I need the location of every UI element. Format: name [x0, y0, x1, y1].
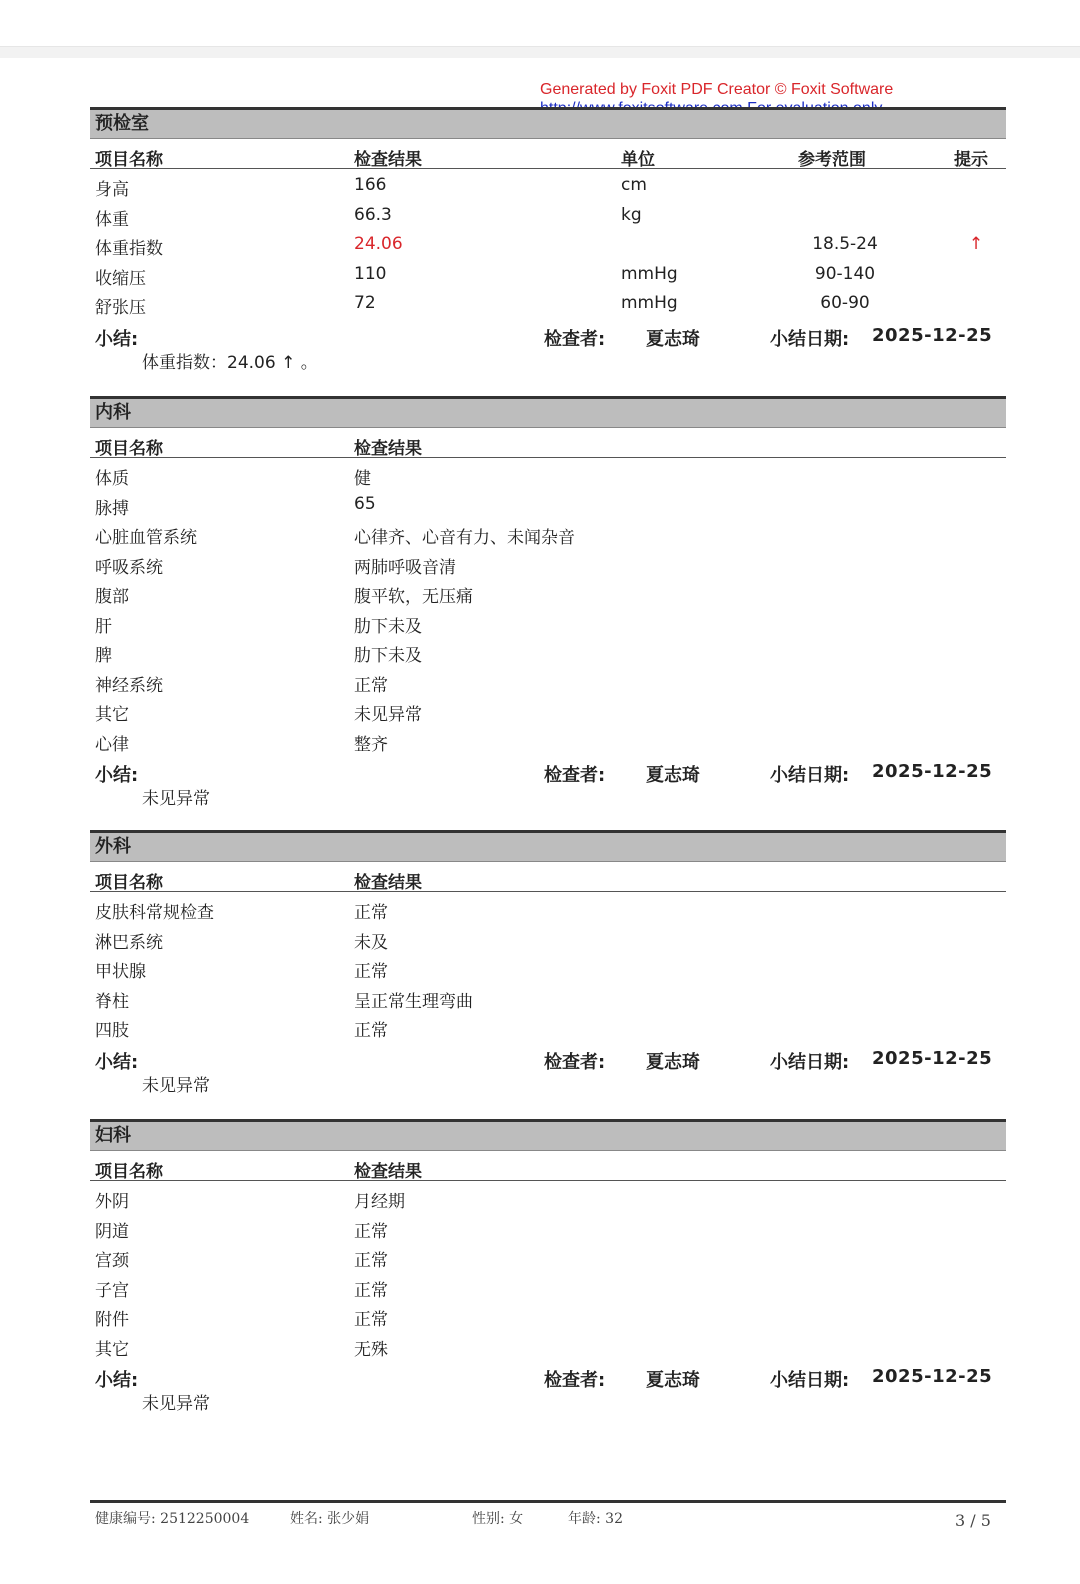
table-row — [90, 576, 1006, 606]
item-result: 65 — [354, 493, 376, 514]
up-arrow-icon: ↑ — [968, 234, 984, 254]
item-result: 正常 — [354, 1221, 388, 1242]
table-header — [90, 1151, 1006, 1181]
table-header — [90, 428, 1006, 458]
summary-date: 2025-12-25 — [872, 324, 993, 346]
item-result: 健 — [354, 469, 371, 489]
item-unit: mmHg — [621, 293, 678, 313]
item-range: 90-140 — [814, 263, 876, 284]
item-name: 体重 — [95, 209, 129, 230]
item-name: 宫颈 — [95, 1251, 129, 1271]
item-name: 腹部 — [95, 587, 129, 607]
footer-gender: 性别: 女 — [472, 1511, 524, 1527]
section-title: 外科 — [90, 830, 1006, 862]
inspector-label: 检查者: — [544, 1051, 606, 1073]
item-name: 甲状腺 — [95, 962, 146, 982]
section-title: 妇科 — [90, 1119, 1006, 1151]
item-result: 呈正常生理弯曲 — [354, 991, 473, 1012]
item-result: 肋下未及 — [354, 646, 422, 666]
item-name: 附件 — [95, 1310, 129, 1330]
summary-date-label: 小结日期: — [770, 1051, 850, 1073]
inspector-name: 夏志琦 — [646, 1370, 700, 1391]
table-row — [90, 458, 1006, 488]
item-unit: kg — [621, 204, 642, 225]
col-name-header: 项目名称 — [95, 873, 163, 893]
summary-row — [90, 317, 1006, 349]
summary-date-label: 小结日期: — [770, 1370, 850, 1391]
item-result: 心律齐、心音有力、未闻杂音 — [354, 528, 575, 548]
table-row — [90, 547, 1006, 577]
item-name: 脊柱 — [95, 991, 129, 1012]
item-result-abnormal: 24.06 — [354, 234, 403, 254]
summary-date: 2025-12-25 — [872, 761, 993, 782]
item-range: 18.5-24 — [812, 234, 878, 254]
table-row — [90, 228, 1006, 258]
table-row — [90, 258, 1006, 288]
item-name: 神经系统 — [95, 675, 163, 696]
col-result-header: 检查结果 — [354, 873, 422, 893]
table-row — [90, 1010, 1006, 1040]
item-result: 正常 — [354, 962, 388, 982]
col-result-header: 检查结果 — [354, 439, 422, 459]
table-row — [90, 1270, 1006, 1300]
footer-age: 年龄: 32 — [568, 1511, 623, 1527]
col-name-header: 项目名称 — [95, 1162, 163, 1182]
item-name: 心律 — [95, 734, 129, 755]
item-name: 身高 — [95, 180, 129, 200]
summary-date: 2025-12-25 — [872, 1047, 993, 1069]
item-name: 体重指数 — [95, 239, 163, 259]
item-result: 正常 — [354, 903, 388, 923]
item-name: 体质 — [95, 469, 129, 489]
item-result: 正常 — [354, 675, 388, 696]
page-number: 3 / 5 — [955, 1511, 991, 1530]
section-title: 内科 — [90, 396, 1006, 428]
item-result: 整齐 — [354, 734, 388, 755]
table-row — [90, 1181, 1006, 1211]
summary-label: 小结: — [95, 765, 139, 786]
item-result: 正常 — [354, 1251, 388, 1271]
inspector-label: 检查者: — [544, 328, 606, 350]
table-row — [90, 922, 1006, 952]
item-result: 未及 — [354, 932, 388, 953]
summary-row — [90, 753, 1006, 785]
item-name: 阴道 — [95, 1221, 129, 1242]
summary-row — [90, 1040, 1006, 1072]
table-row — [90, 951, 1006, 981]
item-result: 未见异常 — [354, 705, 422, 725]
summary-date: 2025-12-25 — [872, 1366, 993, 1387]
summary-text: 未见异常 — [142, 1075, 210, 1096]
summary-label: 小结: — [95, 1051, 139, 1073]
table-row — [90, 665, 1006, 695]
table-row — [90, 1211, 1006, 1241]
section-title: 预检室 — [90, 107, 1006, 139]
table-row — [90, 488, 1006, 518]
summary-label: 小结: — [95, 1370, 139, 1391]
table-row — [90, 606, 1006, 636]
table-row — [90, 1240, 1006, 1270]
summary-text: 未见异常 — [142, 1394, 210, 1414]
item-name: 皮肤科常规检查 — [95, 903, 214, 923]
item-result: 正常 — [354, 1021, 388, 1041]
item-name: 脾 — [95, 646, 112, 666]
table-row — [90, 517, 1006, 547]
summary-text: 体重指数：24.06 ↑ 。 — [142, 352, 318, 373]
inspector-label: 检查者: — [544, 1370, 606, 1391]
footer-divider — [90, 1500, 1006, 1503]
item-result: 166 — [354, 175, 387, 195]
col-result-header: 检查结果 — [354, 1162, 422, 1182]
item-result: 72 — [354, 293, 376, 313]
item-name: 子宫 — [95, 1280, 129, 1301]
table-row — [90, 1329, 1006, 1359]
item-result: 两肺呼吸音清 — [354, 557, 456, 578]
footer-patient-name: 姓名: 张少娟 — [290, 1511, 370, 1527]
item-name: 肝 — [95, 616, 112, 637]
item-name: 心脏血管系统 — [95, 528, 197, 548]
item-result: 无殊 — [354, 1339, 388, 1360]
table-row — [90, 169, 1006, 199]
section-internal-medicine — [90, 396, 1006, 813]
table-row — [90, 199, 1006, 229]
inspector-name: 夏志琦 — [646, 1051, 700, 1073]
item-name: 外阴 — [95, 1192, 129, 1212]
table-header — [90, 139, 1006, 169]
section-surgery — [90, 830, 1006, 1100]
item-result: 66.3 — [354, 204, 392, 225]
item-name: 四肢 — [95, 1021, 129, 1041]
item-unit: mmHg — [621, 263, 678, 284]
table-row — [90, 724, 1006, 754]
table-row — [90, 694, 1006, 724]
item-result: 110 — [354, 263, 387, 284]
item-range: 60-90 — [820, 293, 870, 313]
table-row — [90, 635, 1006, 665]
table-row — [90, 287, 1006, 317]
watermark-line-1: Generated by Foxit PDF Creator © Foxit Software — [540, 81, 894, 98]
col-name-header: 项目名称 — [95, 150, 163, 170]
item-name: 收缩压 — [95, 268, 146, 289]
summary-label: 小结: — [95, 328, 139, 350]
item-result: 月经期 — [354, 1192, 405, 1212]
col-hint-header: 提示 — [954, 150, 988, 170]
section-gynecology — [90, 1119, 1006, 1418]
viewer-top-bar — [0, 0, 1080, 47]
section-pre-check — [90, 107, 1006, 377]
inspector-label: 检查者: — [544, 765, 606, 786]
summary-text: 未见异常 — [142, 789, 210, 809]
item-result: 腹平软，无压痛 — [354, 587, 473, 607]
inspector-name: 夏志琦 — [646, 328, 700, 350]
summary-date-label: 小结日期: — [770, 765, 850, 786]
inspector-name: 夏志琦 — [646, 765, 700, 786]
item-name: 舒张压 — [95, 298, 146, 318]
table-header — [90, 862, 1006, 892]
item-name: 呼吸系统 — [95, 557, 163, 578]
table-row — [90, 1299, 1006, 1329]
summary-row — [90, 1358, 1006, 1390]
item-unit: cm — [621, 175, 647, 195]
item-name: 脉搏 — [95, 498, 129, 519]
item-result: 正常 — [354, 1280, 388, 1301]
col-name-header: 项目名称 — [95, 439, 163, 459]
item-name: 其它 — [95, 705, 129, 725]
col-range-header: 参考范围 — [798, 150, 866, 170]
item-name: 其它 — [95, 1339, 129, 1360]
item-result: 肋下未及 — [354, 616, 422, 637]
table-row — [90, 981, 1006, 1011]
item-result: 正常 — [354, 1310, 388, 1330]
summary-date-label: 小结日期: — [770, 328, 850, 350]
footer-health-id: 健康编号: 2512250004 — [95, 1511, 250, 1527]
table-row — [90, 892, 1006, 922]
col-unit-header: 单位 — [621, 150, 655, 170]
col-result-header: 检查结果 — [354, 150, 422, 170]
item-name: 淋巴系统 — [95, 932, 163, 953]
